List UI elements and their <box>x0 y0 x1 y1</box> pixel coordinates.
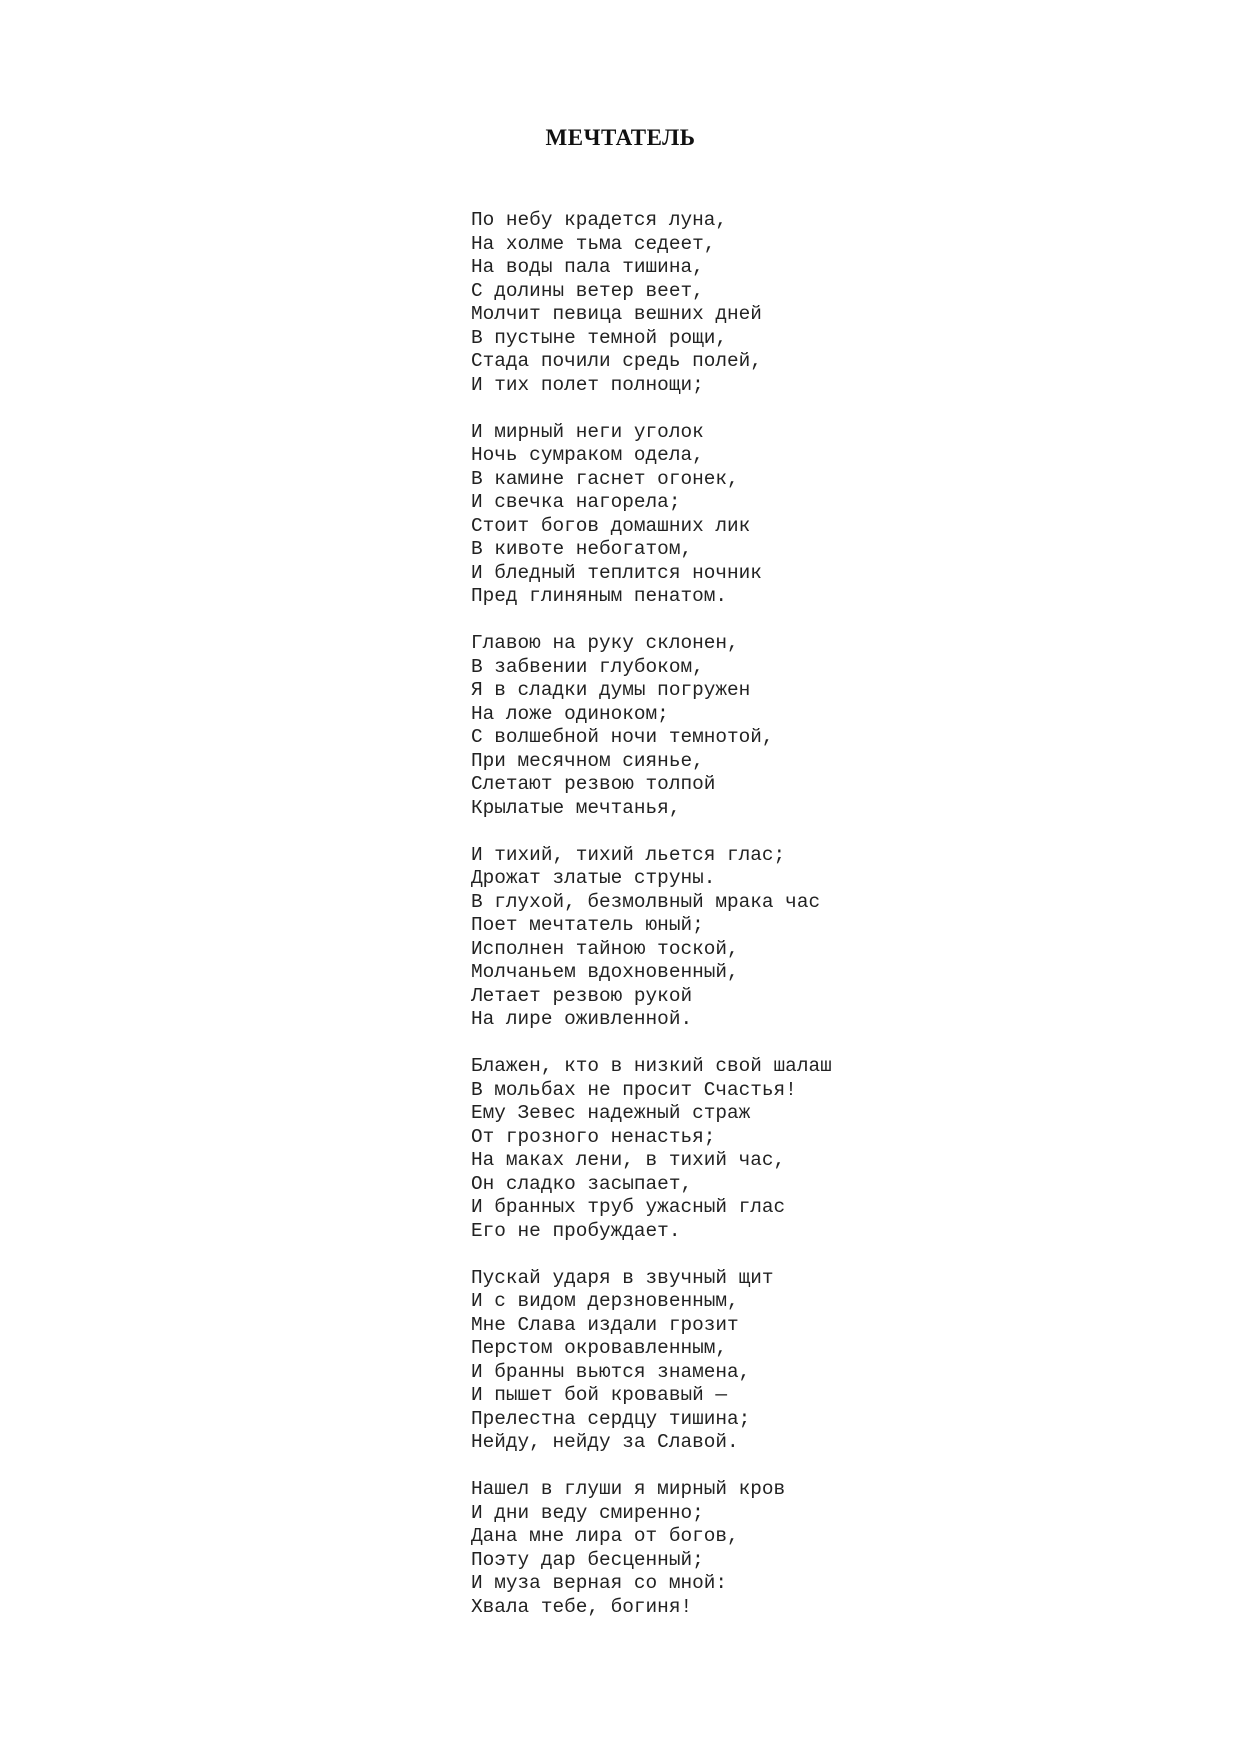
poem-line: Поет мечтатель юный; <box>471 914 704 936</box>
stanza-3 <box>471 632 1171 820</box>
poem-line: Стада почили средь полей, <box>471 350 762 372</box>
poem-line: Молчит певица вешних дней <box>471 303 762 325</box>
poem-line: И с видом дерзновенным, <box>471 1290 739 1312</box>
poem-line: Главою на руку склонен, <box>471 632 739 654</box>
poem-line: С долины ветер веет, <box>471 279 704 302</box>
poem-line: В кивоте небогатом, <box>471 538 693 560</box>
poem-line: По небу крадется луна, <box>471 209 727 231</box>
poem-body <box>471 209 1171 1643</box>
poem-line: В камине гаснет огонек, <box>471 467 739 490</box>
poem-line: Поэту дар бесценный; <box>471 1548 704 1571</box>
poem-title: МЕЧТАТЕЛЬ <box>545 125 696 150</box>
poem-line: И бранных труб ужасный глас <box>471 1196 786 1218</box>
poem-line: Нейду, нейду за Славой. <box>471 1431 739 1453</box>
poem-line: Летает резвою рукой <box>471 984 693 1007</box>
poem-line: И тихий, тихий льется глас; <box>471 843 786 866</box>
stanza-1 <box>471 209 1171 397</box>
poem-line: Нашел в глуши я мирный кров <box>471 1478 786 1500</box>
stanza-6 <box>471 1267 1171 1455</box>
stanza-5 <box>471 1055 1171 1243</box>
poem-line: На холме тьма седеет, <box>471 232 716 255</box>
poem-line: При месячном сиянье, <box>471 749 704 772</box>
poem-line: И бранны вьются знамена, <box>471 1360 751 1383</box>
poem-line: От грозного ненастья; <box>471 1125 716 1148</box>
poem-line: И муза верная со мной: <box>471 1572 727 1594</box>
poem-line: И дни веду смиренно; <box>471 1501 704 1524</box>
poem-line: Перстом окровавленным, <box>471 1337 727 1359</box>
poem-line: Он сладко засыпает, <box>471 1172 693 1195</box>
stanza-4 <box>471 844 1171 1032</box>
poem-line: Стоит богов домашних лик <box>471 514 751 537</box>
poem-line: И свечка нагорела; <box>471 491 681 513</box>
poem-line: И пышет бой кровавый — <box>471 1384 727 1406</box>
poem-line: Блажен, кто в низкий свой шалаш <box>471 1055 832 1077</box>
poem-line: В пустыне темной рощи, <box>471 326 727 349</box>
poem-line: Мне Слава издали грозит <box>471 1313 739 1336</box>
poem-line: И бледный теплится ночник <box>471 561 762 584</box>
poem-line: На воды пала тишина, <box>471 256 704 278</box>
poem-line: В забвении глубоком, <box>471 655 704 678</box>
poem-line: Пускай ударя в звучный щит <box>471 1266 774 1289</box>
poem-line: На ложе одиноком; <box>471 702 669 725</box>
poem-line: Я в сладки думы погружен <box>471 679 751 701</box>
poem-line: Его не пробуждает. <box>471 1219 681 1242</box>
poem-line: Хвала тебе, богиня! <box>471 1595 693 1618</box>
poem-line: В мольбах не просит Счастья! <box>471 1078 797 1101</box>
poem-line: На маках лени, в тихий час, <box>471 1149 786 1171</box>
poem-line: Слетают резвою толпой <box>471 773 716 795</box>
poem-line: Прелестна сердцу тишина; <box>471 1407 751 1430</box>
poem-line: С волшебной ночи темнотой, <box>471 726 774 748</box>
poem-line: Ночь сумраком одела, <box>471 444 704 466</box>
poem-line: Исполнен тайною тоской, <box>471 937 739 960</box>
poem-line: Ему Зевес надежный страж <box>471 1102 751 1124</box>
stanza-7 <box>471 1478 1171 1619</box>
stanza-2 <box>471 421 1171 609</box>
poem-line: В глухой, безмолвный мрака час <box>471 890 821 913</box>
poem-line: Крылатые мечтанья, <box>471 796 681 819</box>
poem-line: На лире оживленной. <box>471 1008 693 1030</box>
poem-line: Дана мне лира от богов, <box>471 1525 739 1547</box>
poem-line: И мирный неги уголок <box>471 420 704 443</box>
poem-line: И тих полет полнощи; <box>471 373 704 396</box>
poem-line: Дрожат златые струны. <box>471 867 716 889</box>
poem-line: Пред глиняным пенатом. <box>471 585 727 607</box>
poem-line: Молчаньем вдохновенный, <box>471 961 739 983</box>
